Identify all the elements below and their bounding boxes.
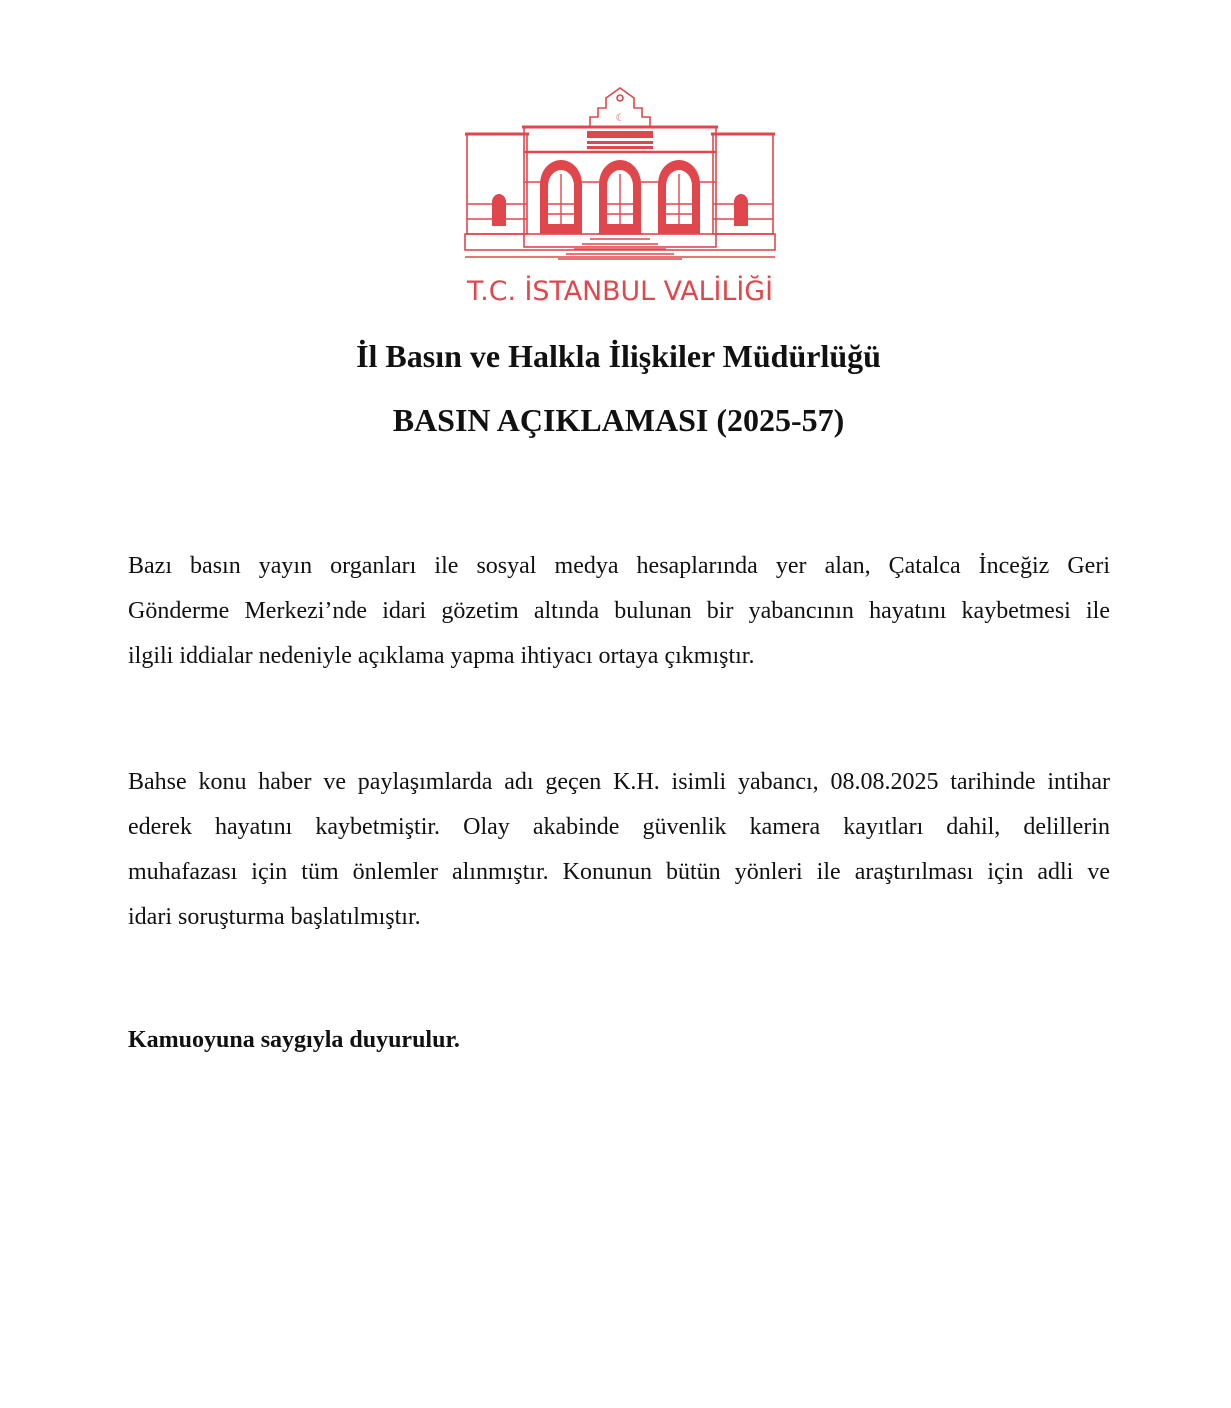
text-line: ilgili iddialar nedeniyle açıklama yapma ihtiyacı ortaya çıkmıştır. bbox=[128, 643, 755, 669]
closing-statement: Kamuoyuna saygıyla duyurulur. bbox=[128, 1027, 460, 1053]
text-line: Bazı basın yayın organları ile sosyal medya hesaplarında yer alan, Çatalca İnceğiz Geri bbox=[128, 553, 1110, 579]
istanbul-governorship-logo bbox=[462, 84, 778, 309]
department-name: İl Basın ve Halkla İlişkiler Müdürlüğü bbox=[356, 338, 881, 374]
paragraph-2 bbox=[128, 760, 1110, 940]
text-line: ederek hayatını kaybetmiştir. Olay akabinde güvenlik kamera kayıtları dahil, delillerin bbox=[128, 814, 1110, 840]
text-line: Gönderme Merkezi’nde idari gözetim altında bulunan bir yabancının hayatını kaybetmesi ile bbox=[128, 598, 1110, 624]
text-line: Bahse konu haber ve paylaşımlarda adı geçen K.H. isimli yabancı, 08.08.2025 tarihinde intihar bbox=[128, 769, 1110, 795]
document-title: BASIN AÇIKLAMASI (2025-57) bbox=[392, 402, 845, 438]
crescent-star-icon: ☾ bbox=[615, 113, 625, 124]
text-line: muhafazası için tüm önlemler alınmıştır. Konunun bütün yönleri ile araştırılması için adli ve bbox=[128, 859, 1110, 885]
text-line: idari soruşturma başlatılmıştır. bbox=[128, 904, 421, 930]
paragraph-1 bbox=[128, 544, 1110, 679]
logo-text: T.C. İSTANBUL VALİLİĞİ bbox=[467, 276, 776, 307]
